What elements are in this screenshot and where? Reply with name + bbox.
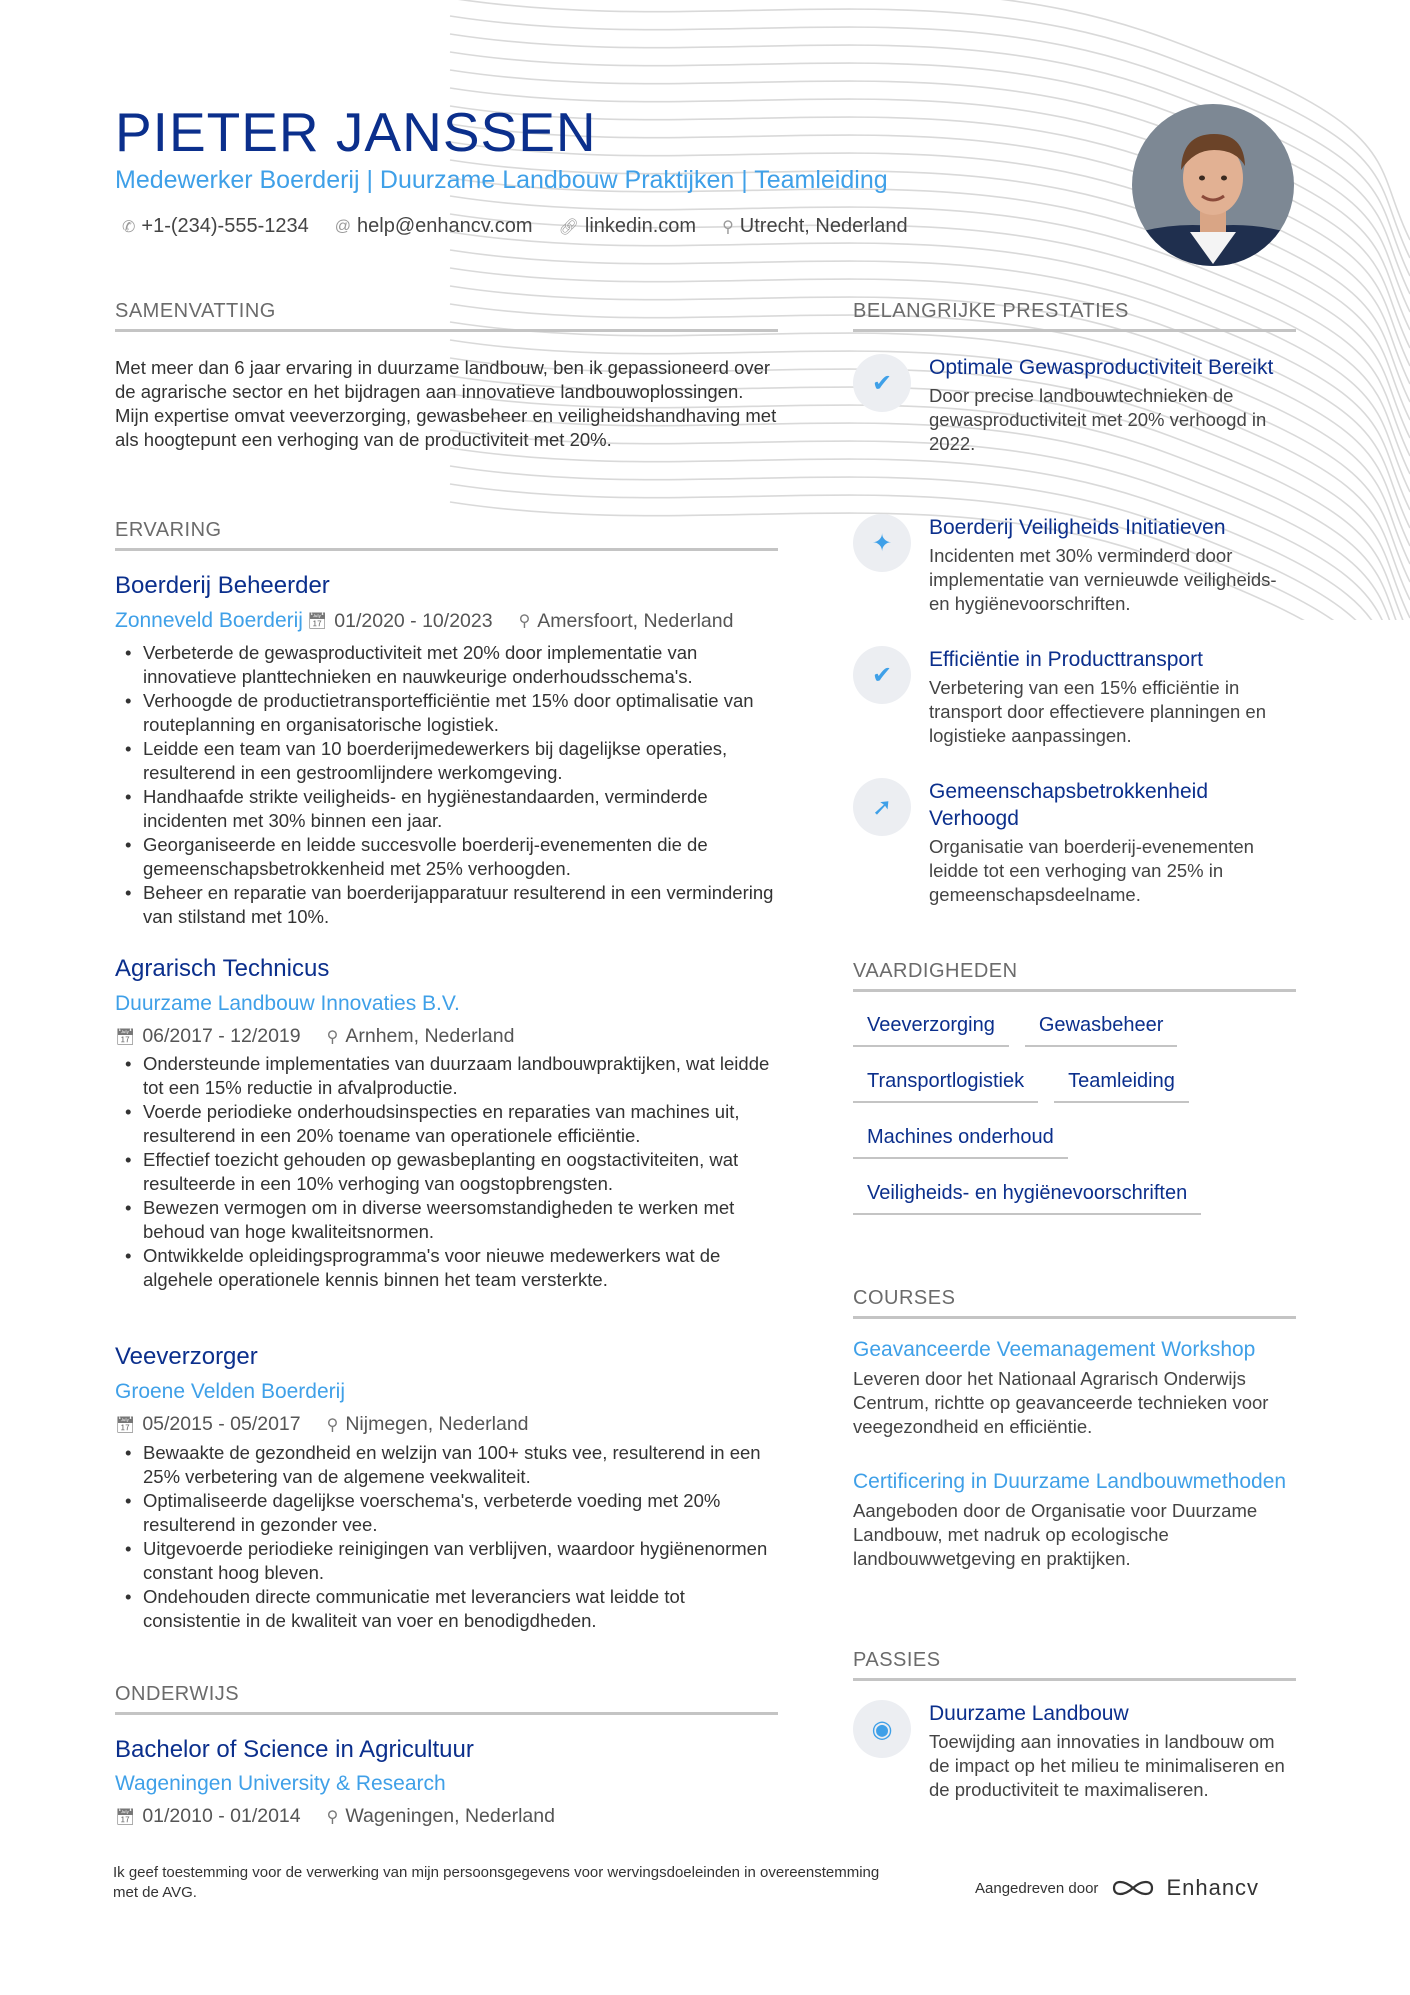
education-meta [115,1805,778,1828]
calendar-icon: 📅︎ [115,1416,136,1434]
section-education-title: ONDERWIJS [115,1683,778,1715]
section-passions-title: PASSIES [853,1649,1296,1681]
people-growth-icon: ➚ [853,778,911,836]
enhancv-logo: Enhancv [1110,1875,1259,1901]
degree-title: Bachelor of Science in Agricultuur [115,1736,474,1763]
location-icon: ⚲ [722,218,734,236]
skills-list [853,1010,1296,1234]
company-name: Zonneveld Boerderij [115,609,303,632]
checkmark-icon: ✔ [853,646,911,704]
section-achievements-title: BELANGRIJKE PRESTATIES [853,300,1296,332]
job-location: ⚲ Arnhem, Nederland [326,1025,515,1047]
list-item: • Georganiseerde en leidde succesvolle boerderij-evenementen die de gemeenschapsbetrokkenheid met 25% verhoogden. [115,833,778,881]
job-title: Agrarisch Technicus [115,955,330,982]
job-location: ⚲ Amersfoort, Nederland [518,609,734,632]
list-item: • Optimaliseerde dagelijkse voerschema's, verbeterde voeding met 20% resulterend in gezonder vee. [115,1489,778,1537]
list-item: • Verbeterde de gewasproductiviteit met 20% door implementatie van innovatieve planttechnieken en nauwkeurige onderhoudsschema's. [115,641,778,689]
location-icon: ⚲ [326,1416,339,1434]
avatar [1132,104,1294,266]
passion-item [853,1700,1296,1802]
skill-tag: Gewasbeheer [1025,1010,1178,1047]
list-item: • Voerde periodieke onderhoudsinspecties en reparaties van machines uit, resulterend in een 20% toename van operationele efficiëntie. [115,1100,778,1148]
course-item [853,1336,1296,1439]
contact-email[interactable]: @ help@enhancv.com [334,215,533,237]
course-title: Geavanceerde Veemanagement Workshop [853,1338,1256,1361]
location-icon: ⚲ [326,1808,339,1826]
achievement-item [853,514,1296,616]
achievement-desc: Incidenten met 30% verminderd door implementatie van vernieuwde veiligheids- en hygiënevoorschriften. [929,545,1277,614]
list-item: • Effectief toezicht gehouden op gewasbeplanting en oogstactiviteiten, wat resulteerde in een 10% verhoging van oogstopbrengsten. [115,1148,778,1196]
list-item: • Ondersteunde implementaties van duurzaam landbouwpraktijken, wat leidde tot een 15% reductie in afvalproductie. [115,1052,778,1100]
calendar-icon: 📅︎ [306,613,328,630]
company-name: Groene Velden Boerderij [115,1380,345,1403]
achievement-item [853,354,1296,456]
school-row [115,1772,778,1796]
list-item: • Verhoogde de productietransportefficiëntie met 15% door optimalisatie van routeplanning en organisatorische logistiek. [115,689,778,737]
skill-tag: Machines onderhoud [853,1122,1068,1159]
phone-icon: ✆ [122,218,136,236]
course-desc: Aangeboden door de Organisatie voor Duurzame Landbouw, met nadruk op ecologische landbouwwetgeving en praktijken. [853,1500,1258,1569]
infinity-icon [1110,1876,1156,1900]
location-icon: ⚲ [326,1028,339,1046]
list-item: • Bewaakte de gezondheid en welzijn van 100+ stuks vee, resulterend in een 25% verbetering van de algemene veekwaliteit. [115,1441,778,1489]
list-item: • Handhaafde strikte veiligheids- en hygiënestandaarden, verminderde incidenten met 30% binnen een jaar. [115,785,778,833]
achievement-title: Efficiëntie in Producttransport [929,648,1203,671]
list-item: • Ondehouden directe communicatie met leveranciers wat leidde tot consistentie in de kwaliteit van voer en benodigdheden. [115,1585,778,1633]
calendar-icon: 📅︎ [115,1808,136,1826]
consent-text: Ik geef toestemming voor de verwerking van mijn persoonsgegevens voor wervingsdoeleinden in overeenstemming met de AVG. [113,1864,880,1901]
achievement-desc: Door precise landbouwtechnieken de gewasproductiviteit met 20% verhoogd in 2022. [929,385,1267,454]
head-brain-icon: ◉ [853,1700,911,1758]
list-item: • Beheer en reparatie van boerderijapparatuur resulterend in een vermindering van stilstand met 10%. [115,881,778,929]
contact-linkedin[interactable]: 🔗︎ linkedin.com [558,215,697,237]
skill-tag: Transportlogistiek [853,1066,1038,1103]
link-icon: 🔗︎ [558,218,579,236]
section-skills-title: VAARDIGHEDEN [853,960,1296,992]
job-title: Veeverzorger [115,1343,258,1370]
achievement-item [853,778,1296,907]
achievement-title: Optimale Gewasproductiviteit Bereikt [929,356,1274,379]
job-company-row [115,992,778,1016]
job-bullets [115,641,778,929]
job-location: ⚲ Nijmegen, Nederland [326,1413,529,1435]
course-title: Certificering in Duurzame Landbouwmethoden [853,1470,1287,1493]
powered-by-label: Aangedreven door [975,1879,1099,1897]
job-dates: 📅︎ 01/2020 - 10/2023 [306,609,493,632]
section-summary-title: SAMENVATTING [115,300,778,332]
at-icon: @ [334,217,351,235]
skill-tag: Veeverzorging [853,1010,1009,1047]
summary-text: Met meer dan 6 jaar ervaring in duurzame landbouw, ben ik gepassioneerd over de agrarische sector en het bijdragen aan innovatieve landbouwoplossingen. Mijn expertise omvat veeverzorging, gewasbeheer en veiligheidshandhaving met als hoogtepunt een verhoging van de productiviteit met 20%. [115,357,777,450]
job-bullets [115,1052,778,1292]
contact-bar [122,215,934,238]
job-meta [115,1413,778,1436]
job-meta [115,1025,778,1048]
calendar-icon: 📅︎ [115,1028,136,1046]
job-bullets [115,1441,778,1633]
list-item: • Ontwikkelde opleidingsprogramma's voor nieuwe medewerkers wat de algehele operationele kennis binnen het team versterkte. [115,1244,778,1292]
section-experience-title: ERVARING [115,519,778,551]
passion-desc: Toewijding aan innovaties in landbouw om de impact op het milieu te minimaliseren en de productiviteit te maximaliseren. [929,1731,1285,1800]
list-item: • Bewezen vermogen om in diverse weersomstandigheden te werken met behoud van hoge kwaliteitsnormen. [115,1196,778,1244]
course-desc: Leveren door het Nationaal Agrarisch Onderwijs Centrum, richtte op geavanceerde technieken voor veegezondheid en efficiëntie. [853,1368,1269,1437]
job-dates: 📅︎ 05/2015 - 05/2017 [115,1413,301,1435]
powered-by[interactable] [975,1875,1259,1901]
section-courses-title: COURSES [853,1287,1296,1319]
achievement-title: Gemeenschapsbetrokkenheid Verhoogd [929,780,1209,830]
contact-phone[interactable]: ✆ +1-(234)-555-1234 [122,215,309,237]
list-item: • Uitgevoerde periodieke reinigingen van verblijven, waardoor hygiënenormen constant hoog bleven. [115,1537,778,1585]
school-name: Wageningen University & Research [115,1772,446,1795]
achievement-desc: Verbetering van een 15% efficiëntie in transport door effectievere planningen en logistieke aanpassingen. [929,677,1267,746]
candidate-headline: Medewerker Boerderij | Duurzame Landbouw Praktijken | Teamleiding [115,166,888,194]
job-meta [115,609,778,633]
job-dates: 📅︎ 06/2017 - 12/2019 [115,1025,301,1047]
list-item: • Leidde een team van 10 boerderijmedewerkers bij dagelijkse operaties, resulterend in een gestroomlijndere werkomgeving. [115,737,778,785]
company-name: Duurzame Landbouw Innovaties B.V. [115,992,460,1015]
location-icon: ⚲ [518,613,531,630]
skill-tag: Veiligheids- en hygiënevoorschriften [853,1178,1201,1215]
magic-wand-icon: ✦ [853,514,911,572]
candidate-name: PIETER JANSSEN [115,101,597,163]
passion-title: Duurzame Landbouw [929,1702,1129,1725]
job-company-row [115,1380,778,1404]
job-title: Boerderij Beheerder [115,572,330,599]
education-location: ⚲ Wageningen, Nederland [326,1805,555,1827]
education-dates: 📅︎ 01/2010 - 01/2014 [115,1805,301,1827]
skill-tag: Teamleiding [1054,1066,1189,1103]
checkmark-icon: ✔ [853,354,911,412]
achievement-item [853,646,1296,748]
course-item [853,1468,1296,1571]
achievement-desc: Organisatie van boerderij-evenementen leidde tot een verhoging van 25% in gemeenschapsdeelname. [929,836,1254,905]
achievement-title: Boerderij Veiligheids Initiatieven [929,516,1226,539]
contact-location: ⚲ Utrecht, Nederland [722,215,908,237]
